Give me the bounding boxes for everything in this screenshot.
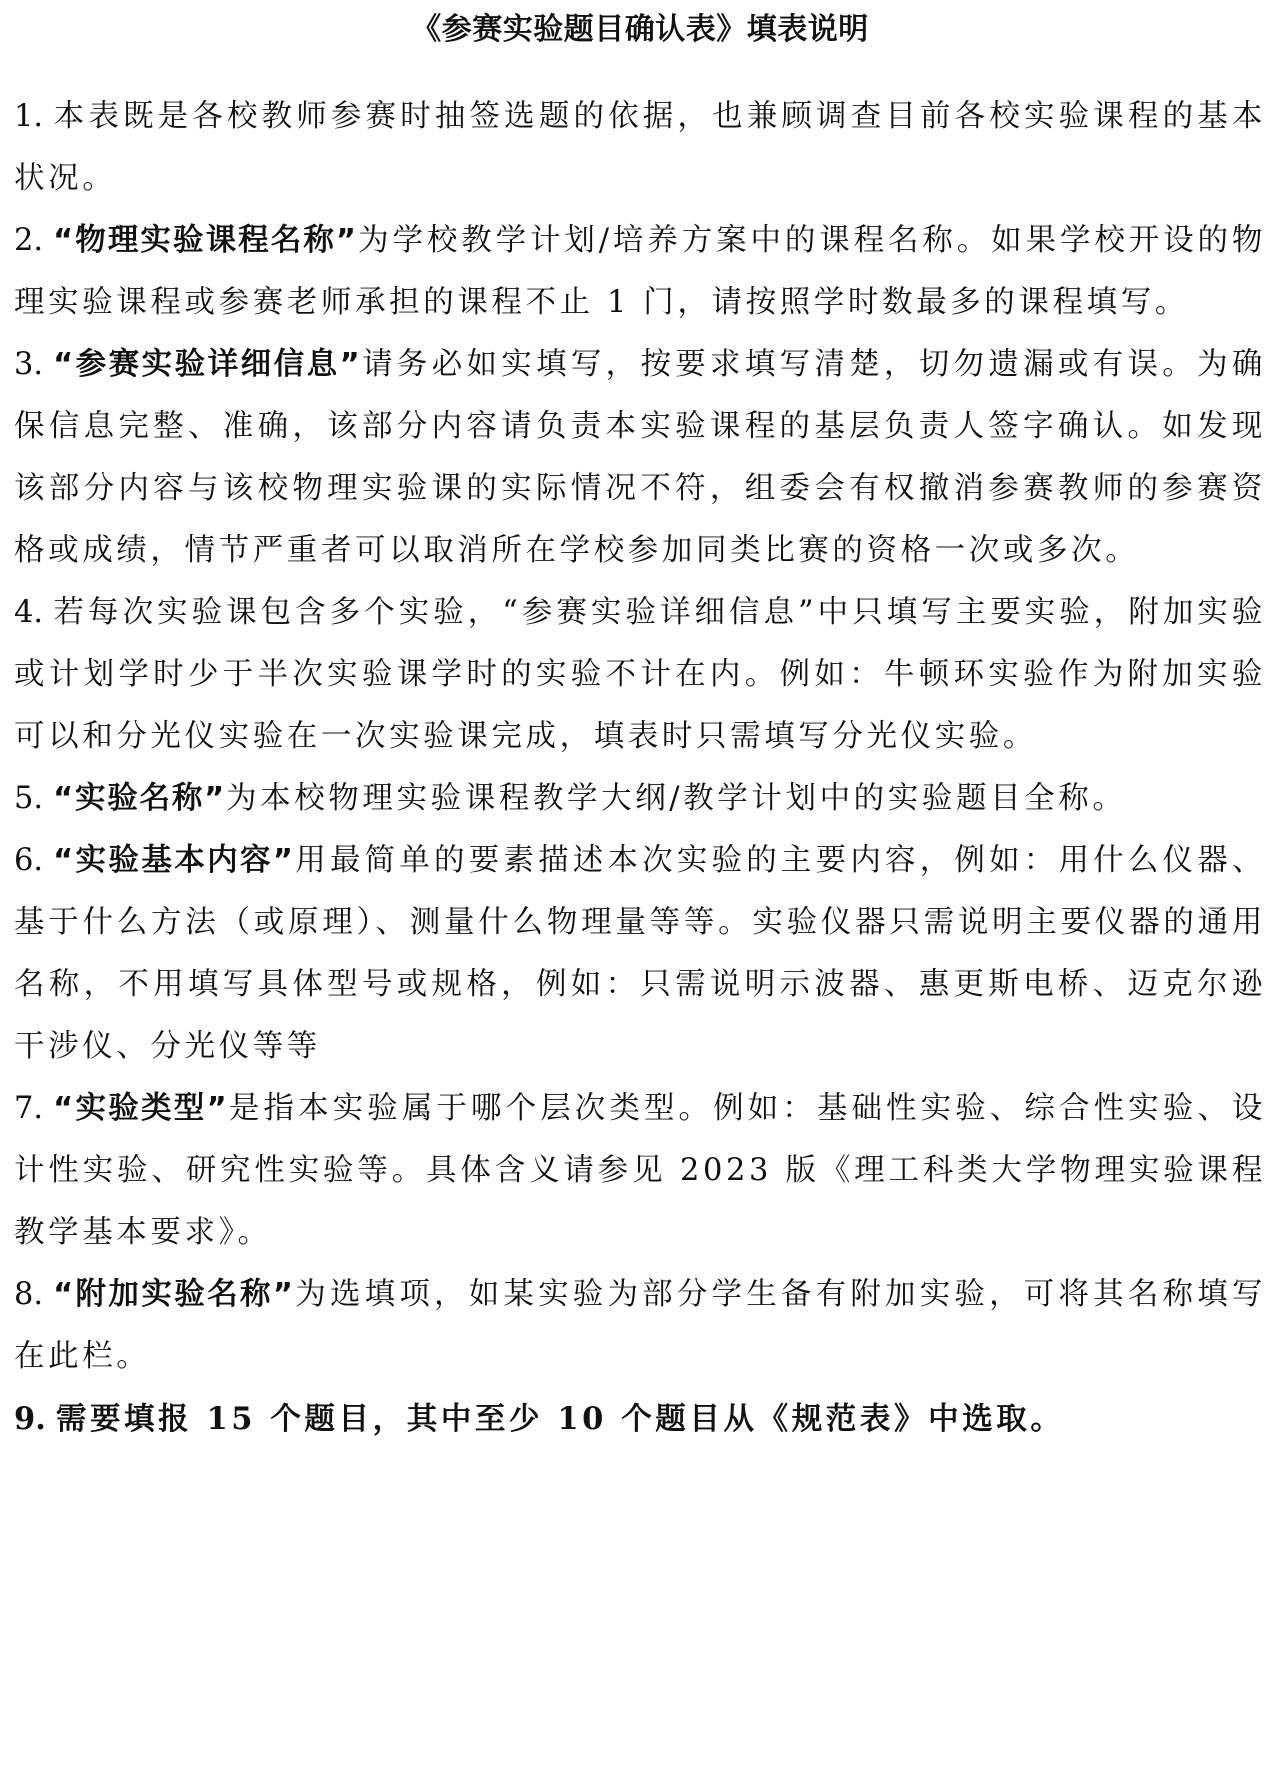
item-number: 2. — [14, 223, 44, 258]
instruction-item-9 — [14, 1388, 1266, 1450]
instruction-item-7 — [14, 1078, 1266, 1264]
item-lead-term: “实验名称” — [53, 781, 226, 816]
item-lead-term: “附加实验名称” — [53, 1277, 295, 1312]
item-text: 是指本实验属于哪个层次类型。例如：基础性实验、综合性实验、设计性实验、研究性实验等。具体含义请参见 2023 版《理工科类大学物理实验课程教学基本要求》。 — [14, 1091, 1267, 1250]
instruction-item-5 — [14, 768, 1266, 830]
item-text: 为本校物理实验课程教学大纲/教学计划中的实验题目全称。 — [226, 781, 1127, 816]
item-number: 7. — [14, 1091, 44, 1126]
item-text: 用最简单的要素描述本次实验的主要内容，例如：用什么仪器、基于什么方法（或原理）、测量什么物理量等等。实验仪器只需说明主要仪器的通用名称，不用填写具体型号或规格，例如：只需说明示波器、惠更斯电桥、迈克尔逊干涉仪、分光仪等等 — [14, 843, 1266, 1064]
item-text: 请务必如实填写，按要求填写清楚，切勿遗漏或有误。为确保信息完整、准确，该部分内容请负责本实验课程的基层负责人签字确认。如发现该部分内容与该校物理实验课的实际情况不符，组委会有权撤消参赛教师的参赛资格或成绩，情节严重者可以取消所在学校参加同类比赛的资格一次或多次。 — [14, 347, 1266, 568]
item-number: 1. — [14, 99, 44, 134]
instruction-item-6 — [14, 830, 1266, 1078]
document-title: 《参赛实验题目确认表》填表说明 — [411, 12, 869, 47]
instruction-item-1 — [14, 86, 1266, 210]
item-number: 4. — [14, 595, 44, 630]
item-number: 5. — [14, 781, 44, 816]
item-text: 若每次实验课包含多个实验，“参赛实验详细信息”中只填写主要实验，附加实验或计划学时少于半次实验课学时的实验不计在内。例如：牛顿环实验作为附加实验可以和分光仪实验在一次实验课完成，填表时只需填写分光仪实验。 — [14, 595, 1266, 754]
item-text: 需要填报 15 个题目，其中至少 10 个题目从《规范表》中选取。 — [55, 1401, 1065, 1437]
item-number: 9. — [14, 1401, 46, 1437]
item-number: 3. — [14, 347, 44, 382]
item-lead-term: “物理实验课程名称” — [53, 223, 358, 258]
item-text: 为选填项，如某实验为部分学生备有附加实验，可将其名称填写在此栏。 — [14, 1277, 1266, 1374]
item-lead-term: “实验基本内容” — [53, 843, 295, 878]
instruction-item-3 — [14, 334, 1266, 582]
item-lead-term: “实验类型” — [53, 1091, 229, 1126]
item-number: 8. — [14, 1277, 44, 1312]
instruction-item-2 — [14, 210, 1266, 334]
item-text: 为学校教学计划/培养方案中的课程名称。如果学校开设的物理实验课程或参赛老师承担的课程不止 1 门，请按照学时数最多的课程填写。 — [14, 223, 1266, 320]
instruction-item-8 — [14, 1264, 1266, 1388]
item-number: 6. — [14, 843, 44, 878]
item-lead-term: “参赛实验详细信息” — [53, 347, 362, 382]
item-text: 本表既是各校教师参赛时抽签选题的依据，也兼顾调查目前各校实验课程的基本状况。 — [14, 99, 1266, 196]
instructions-list — [14, 86, 1266, 1450]
instruction-item-4 — [14, 582, 1266, 768]
